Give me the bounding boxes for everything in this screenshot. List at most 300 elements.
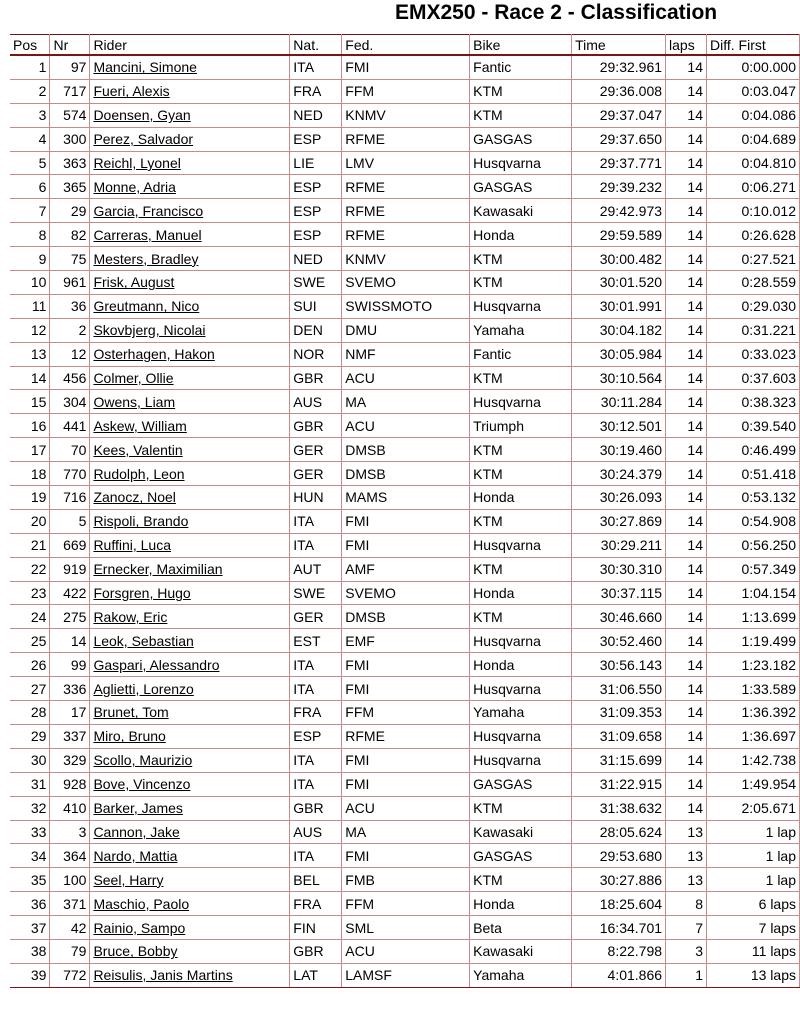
cell-nat: LIE	[290, 151, 342, 175]
cell-rider	[90, 486, 290, 510]
rider-link[interactable]: Osterhagen, Hakon	[93, 346, 215, 363]
cell-nat: GBR	[290, 939, 342, 963]
rider-link[interactable]: Mancini, Simone	[93, 59, 197, 76]
cell-nr: 5	[50, 509, 90, 533]
col-header-time: Time	[572, 35, 666, 56]
cell-laps: 13	[666, 844, 707, 868]
cell-pos: 19	[10, 486, 50, 510]
cell-fed: MA	[342, 390, 470, 414]
cell-nat: GBR	[290, 796, 342, 820]
rider-link[interactable]: Ruffini, Luca	[93, 537, 172, 554]
cell-laps: 14	[666, 414, 707, 438]
cell-nr: 17	[50, 701, 90, 725]
cell-rider	[90, 629, 290, 653]
rider-link[interactable]: Forsgren, Hugo	[93, 585, 191, 602]
cell-nr: 919	[50, 557, 90, 581]
page-title: EMX250 - Race 2 - Classification	[395, 1, 718, 24]
cell-laps: 14	[666, 629, 707, 653]
table-row	[10, 247, 800, 271]
cell-bike: Honda	[470, 486, 572, 510]
cell-diff: 11 laps	[707, 939, 800, 963]
cell-diff: 0:28.559	[707, 271, 800, 295]
cell-time: 30:19.460	[572, 438, 666, 462]
cell-diff: 0:33.023	[707, 342, 800, 366]
cell-pos: 28	[10, 701, 50, 725]
rider-link[interactable]: Nardo, Mattia	[93, 847, 178, 864]
cell-time: 30:05.984	[572, 342, 666, 366]
col-header-laps: laps	[666, 35, 707, 56]
rider-link[interactable]: Perez, Salvador	[93, 131, 194, 148]
cell-bike: KTM	[470, 605, 572, 629]
cell-nr: 961	[50, 271, 90, 295]
cell-diff: 0:46.499	[707, 438, 800, 462]
cell-diff: 1:23.182	[707, 653, 800, 677]
rider-link[interactable]: Fueri, Alexis	[93, 83, 170, 100]
table-row	[10, 509, 800, 533]
cell-rider	[90, 390, 290, 414]
cell-time: 29:39.232	[572, 175, 666, 199]
cell-diff: 1 lap	[707, 820, 800, 844]
cell-laps: 14	[666, 557, 707, 581]
cell-pos: 4	[10, 127, 50, 151]
cell-diff: 0:04.689	[707, 127, 800, 151]
table-row	[10, 486, 800, 510]
table-row	[10, 868, 800, 892]
cell-rider	[90, 223, 290, 247]
table-row	[10, 271, 800, 295]
cell-fed: RFME	[342, 127, 470, 151]
cell-rider	[90, 820, 290, 844]
rider-link[interactable]: Gaspari, Alessandro	[93, 656, 220, 673]
cell-nr: 456	[50, 366, 90, 390]
cell-fed: LMV	[342, 151, 470, 175]
cell-laps: 7	[666, 916, 707, 940]
cell-bike: Husqvarna	[470, 748, 572, 772]
cell-bike: Kawasaki	[470, 820, 572, 844]
rider-link[interactable]: Frisk, August	[93, 274, 175, 291]
cell-fed: KNMV	[342, 103, 470, 127]
cell-bike: KTM	[470, 509, 572, 533]
cell-diff: 0:03.047	[707, 79, 800, 103]
cell-bike: KTM	[470, 438, 572, 462]
cell-laps: 14	[666, 127, 707, 151]
cell-pos: 23	[10, 581, 50, 605]
cell-diff: 7 laps	[707, 916, 800, 940]
cell-bike: Honda	[470, 581, 572, 605]
rider-link[interactable]: Maschio, Paolo	[93, 895, 190, 912]
table-row	[10, 199, 800, 223]
cell-pos: 22	[10, 557, 50, 581]
cell-rider	[90, 247, 290, 271]
cell-bike: Yamaha	[470, 318, 572, 342]
cell-laps: 14	[666, 772, 707, 796]
cell-pos: 36	[10, 892, 50, 916]
cell-time: 31:06.550	[572, 677, 666, 701]
cell-fed: SVEMO	[342, 271, 470, 295]
cell-fed: LAMSF	[342, 963, 470, 987]
cell-bike: GASGAS	[470, 175, 572, 199]
cell-time: 30:10.564	[572, 366, 666, 390]
cell-diff: 0:37.603	[707, 366, 800, 390]
table-row	[10, 963, 800, 987]
cell-rider	[90, 55, 290, 79]
col-header-bike: Bike	[470, 35, 572, 56]
cell-rider	[90, 939, 290, 963]
cell-time: 30:01.520	[572, 271, 666, 295]
rider-link[interactable]: Rispoli, Brando	[93, 513, 189, 530]
rider-link[interactable]: Reichl, Lyonel	[93, 155, 181, 171]
cell-diff: 1:42.738	[707, 748, 800, 772]
cell-time: 30:04.182	[572, 318, 666, 342]
cell-laps: 14	[666, 533, 707, 557]
table-row	[10, 916, 800, 940]
cell-nat: FRA	[290, 79, 342, 103]
cell-time: 30:27.869	[572, 509, 666, 533]
rider-link[interactable]: Aglietti, Lorenzo	[93, 680, 194, 697]
table-row	[10, 55, 800, 79]
cell-rider	[90, 462, 290, 486]
rider-link[interactable]: Monne, Adria	[93, 178, 176, 195]
cell-bike: GASGAS	[470, 844, 572, 868]
cell-time: 29:37.771	[572, 151, 666, 175]
cell-pos: 26	[10, 653, 50, 677]
cell-time: 31:38.632	[572, 796, 666, 820]
cell-pos: 31	[10, 772, 50, 796]
cell-time: 30:52.460	[572, 629, 666, 653]
rider-link[interactable]: Doensen, Gyan	[93, 107, 191, 124]
col-header-diff: Diff. First	[707, 35, 800, 56]
cell-nr: 364	[50, 844, 90, 868]
cell-fed: FMI	[342, 772, 470, 796]
cell-nr: 75	[50, 247, 90, 271]
cell-bike: Fantic	[470, 342, 572, 366]
cell-fed: ACU	[342, 414, 470, 438]
cell-pos: 21	[10, 533, 50, 557]
cell-pos: 9	[10, 247, 50, 271]
cell-nr: 669	[50, 533, 90, 557]
cell-time: 29:53.680	[572, 844, 666, 868]
cell-laps: 14	[666, 486, 707, 510]
cell-rider	[90, 366, 290, 390]
rider-link[interactable]: Rudolph, Leon	[93, 465, 185, 482]
table-row	[10, 820, 800, 844]
cell-pos: 2	[10, 79, 50, 103]
rider-link[interactable]: Barker, James	[93, 800, 183, 817]
cell-time: 16:34.701	[572, 916, 666, 940]
cell-fed: ACU	[342, 796, 470, 820]
cell-rider	[90, 199, 290, 223]
cell-time: 31:15.699	[572, 748, 666, 772]
cell-fed: FMI	[342, 653, 470, 677]
cell-nr: 422	[50, 581, 90, 605]
cell-laps: 14	[666, 462, 707, 486]
cell-nr: 770	[50, 462, 90, 486]
cell-diff: 13 laps	[707, 963, 800, 987]
table-row	[10, 414, 800, 438]
cell-nat: ITA	[290, 55, 342, 79]
cell-laps: 14	[666, 748, 707, 772]
cell-time: 29:37.047	[572, 103, 666, 127]
cell-pos: 34	[10, 844, 50, 868]
col-header-rider: Rider	[90, 35, 290, 56]
cell-laps: 13	[666, 820, 707, 844]
cell-rider	[90, 557, 290, 581]
table-row	[10, 533, 800, 557]
cell-nr: 3	[50, 820, 90, 844]
cell-bike: KTM	[470, 462, 572, 486]
cell-rider	[90, 701, 290, 725]
cell-laps: 14	[666, 438, 707, 462]
cell-fed: FMI	[342, 844, 470, 868]
cell-bike: Husqvarna	[470, 533, 572, 557]
cell-diff: 0:26.628	[707, 223, 800, 247]
cell-fed: ACU	[342, 939, 470, 963]
cell-fed: MA	[342, 820, 470, 844]
cell-time: 29:36.008	[572, 79, 666, 103]
cell-time: 30:11.284	[572, 390, 666, 414]
cell-pos: 18	[10, 462, 50, 486]
cell-time: 28:05.624	[572, 820, 666, 844]
cell-diff: 0:29.030	[707, 294, 800, 318]
table-row	[10, 294, 800, 318]
table-row	[10, 462, 800, 486]
cell-nr: 70	[50, 438, 90, 462]
rider-link[interactable]: Bruce, Bobby	[93, 943, 178, 960]
cell-bike: GASGAS	[470, 772, 572, 796]
table-row	[10, 318, 800, 342]
cell-fed: FMB	[342, 868, 470, 892]
rider-link[interactable]: Rainio, Sampo	[93, 919, 186, 936]
cell-fed: KNMV	[342, 247, 470, 271]
cell-time: 30:01.991	[572, 294, 666, 318]
cell-pos: 12	[10, 318, 50, 342]
table-row	[10, 342, 800, 366]
cell-rider	[90, 605, 290, 629]
rider-link[interactable]: Ernecker, Maximilian	[93, 561, 223, 578]
cell-time: 30:26.093	[572, 486, 666, 510]
table-bottom-border	[10, 987, 800, 988]
cell-laps: 14	[666, 271, 707, 295]
rider-link[interactable]: Skovbjerg, Nicolai	[93, 322, 206, 339]
cell-nat: AUS	[290, 390, 342, 414]
cell-nat: GBR	[290, 414, 342, 438]
cell-pos: 24	[10, 605, 50, 629]
table-row	[10, 581, 800, 605]
cell-diff: 0:51.418	[707, 462, 800, 486]
rider-link[interactable]: Seel, Harry	[93, 871, 164, 888]
cell-diff: 0:31.221	[707, 318, 800, 342]
table-row	[10, 653, 800, 677]
cell-nr: 36	[50, 294, 90, 318]
cell-time: 4:01.866	[572, 963, 666, 987]
cell-nr: 716	[50, 486, 90, 510]
rider-link[interactable]: Reisulis, Janis Martins	[93, 967, 233, 984]
cell-laps: 14	[666, 701, 707, 725]
rider-link[interactable]: Brunet, Tom	[93, 704, 169, 721]
cell-nat: GER	[290, 462, 342, 486]
table-row	[10, 366, 800, 390]
cell-fed: MAMS	[342, 486, 470, 510]
rider-link[interactable]: Cannon, Jake	[93, 823, 180, 840]
cell-rider	[90, 963, 290, 987]
table-row	[10, 175, 800, 199]
cell-fed: RFME	[342, 724, 470, 748]
col-header-pos: Pos	[10, 35, 50, 56]
cell-fed: SWISSMOTO	[342, 294, 470, 318]
rider-link[interactable]: Colmer, Ollie	[93, 370, 174, 387]
cell-nr: 304	[50, 390, 90, 414]
cell-rider	[90, 796, 290, 820]
cell-rider	[90, 175, 290, 199]
cell-laps: 14	[666, 223, 707, 247]
cell-rider	[90, 916, 290, 940]
cell-pos: 29	[10, 724, 50, 748]
cell-diff: 0:27.521	[707, 247, 800, 271]
cell-time: 30:56.143	[572, 653, 666, 677]
cell-nr: 97	[50, 55, 90, 79]
cell-nr: 363	[50, 151, 90, 175]
cell-laps: 13	[666, 868, 707, 892]
rider-link[interactable]: Zanocz, Noel	[93, 489, 176, 506]
cell-diff: 6 laps	[707, 892, 800, 916]
cell-fed: SML	[342, 916, 470, 940]
cell-bike: Husqvarna	[470, 294, 572, 318]
rider-link[interactable]: Bove, Vincenzo	[93, 776, 191, 793]
cell-bike: Triumph	[470, 414, 572, 438]
rider-link[interactable]: Mesters, Bradley	[93, 250, 199, 267]
cell-pos: 37	[10, 916, 50, 940]
cell-laps: 14	[666, 342, 707, 366]
cell-fed: AMF	[342, 557, 470, 581]
cell-laps: 14	[666, 318, 707, 342]
table-row	[10, 748, 800, 772]
cell-rider	[90, 271, 290, 295]
cell-nr: 79	[50, 939, 90, 963]
cell-time: 29:32.961	[572, 55, 666, 79]
cell-pos: 5	[10, 151, 50, 175]
classification-table	[10, 34, 800, 988]
rider-link[interactable]: Kees, Valentin	[93, 441, 183, 458]
cell-nat: LAT	[290, 963, 342, 987]
cell-pos: 14	[10, 366, 50, 390]
cell-rider	[90, 294, 290, 318]
cell-fed: RFME	[342, 175, 470, 199]
table-row	[10, 677, 800, 701]
cell-nat: ITA	[290, 509, 342, 533]
cell-diff: 0:57.349	[707, 557, 800, 581]
cell-laps: 14	[666, 653, 707, 677]
cell-rider	[90, 844, 290, 868]
table-row	[10, 103, 800, 127]
cell-pos: 27	[10, 677, 50, 701]
cell-diff: 0:04.086	[707, 103, 800, 127]
cell-nat: AUS	[290, 820, 342, 844]
cell-bike: KTM	[470, 79, 572, 103]
cell-diff: 0:04.810	[707, 151, 800, 175]
cell-rider	[90, 103, 290, 127]
cell-rider	[90, 677, 290, 701]
cell-nr: 29	[50, 199, 90, 223]
cell-fed: FMI	[342, 677, 470, 701]
cell-time: 30:30.310	[572, 557, 666, 581]
cell-nr: 371	[50, 892, 90, 916]
cell-fed: DMSB	[342, 605, 470, 629]
rider-link[interactable]: Leok, Sebastian	[93, 632, 194, 649]
cell-pos: 16	[10, 414, 50, 438]
cell-diff: 0:10.012	[707, 199, 800, 223]
cell-rider	[90, 892, 290, 916]
cell-time: 30:00.482	[572, 247, 666, 271]
cell-pos: 15	[10, 390, 50, 414]
cell-pos: 1	[10, 55, 50, 79]
cell-diff: 0:53.132	[707, 486, 800, 510]
cell-bike: KTM	[470, 868, 572, 892]
cell-nr: 100	[50, 868, 90, 892]
cell-nat: GBR	[290, 366, 342, 390]
cell-rider	[90, 318, 290, 342]
rider-link[interactable]: Carreras, Manuel	[93, 226, 202, 243]
cell-diff: 1:04.154	[707, 581, 800, 605]
cell-laps: 14	[666, 151, 707, 175]
cell-bike: Honda	[470, 892, 572, 916]
cell-time: 29:42.973	[572, 199, 666, 223]
cell-laps: 14	[666, 175, 707, 199]
table-row	[10, 390, 800, 414]
cell-rider	[90, 772, 290, 796]
rider-link[interactable]: Greutmann, Nico	[93, 298, 200, 315]
cell-pos: 25	[10, 629, 50, 653]
cell-bike: GASGAS	[470, 127, 572, 151]
rider-link[interactable]: Askew, William	[93, 417, 187, 434]
cell-fed: DMSB	[342, 462, 470, 486]
table-row	[10, 772, 800, 796]
cell-diff: 1:36.697	[707, 724, 800, 748]
table-row	[10, 605, 800, 629]
table-header-row	[10, 35, 800, 56]
rider-link[interactable]: Owens, Liam	[93, 393, 176, 410]
cell-time: 29:37.650	[572, 127, 666, 151]
cell-fed: FFM	[342, 892, 470, 916]
cell-laps: 14	[666, 366, 707, 390]
cell-nr: 2	[50, 318, 90, 342]
rider-link[interactable]: Scollo, Maurizio	[93, 752, 193, 769]
cell-time: 31:22.915	[572, 772, 666, 796]
cell-nr: 441	[50, 414, 90, 438]
cell-nr: 42	[50, 916, 90, 940]
table-row	[10, 629, 800, 653]
cell-bike: Kawasaki	[470, 199, 572, 223]
cell-nr: 410	[50, 796, 90, 820]
cell-pos: 32	[10, 796, 50, 820]
cell-nat: BEL	[290, 868, 342, 892]
cell-rider	[90, 438, 290, 462]
cell-nr: 365	[50, 175, 90, 199]
rider-link[interactable]: Miro, Bruno	[93, 728, 166, 745]
cell-nr: 12	[50, 342, 90, 366]
cell-pos: 30	[10, 748, 50, 772]
cell-pos: 17	[10, 438, 50, 462]
cell-pos: 20	[10, 509, 50, 533]
cell-nr: 329	[50, 748, 90, 772]
cell-nr: 275	[50, 605, 90, 629]
cell-laps: 14	[666, 79, 707, 103]
rider-link[interactable]: Rakow, Eric	[93, 608, 168, 625]
cell-nat: GER	[290, 605, 342, 629]
rider-link[interactable]: Garcia, Francisco	[93, 202, 204, 219]
cell-time: 30:27.886	[572, 868, 666, 892]
cell-bike: KTM	[470, 366, 572, 390]
table-row	[10, 438, 800, 462]
